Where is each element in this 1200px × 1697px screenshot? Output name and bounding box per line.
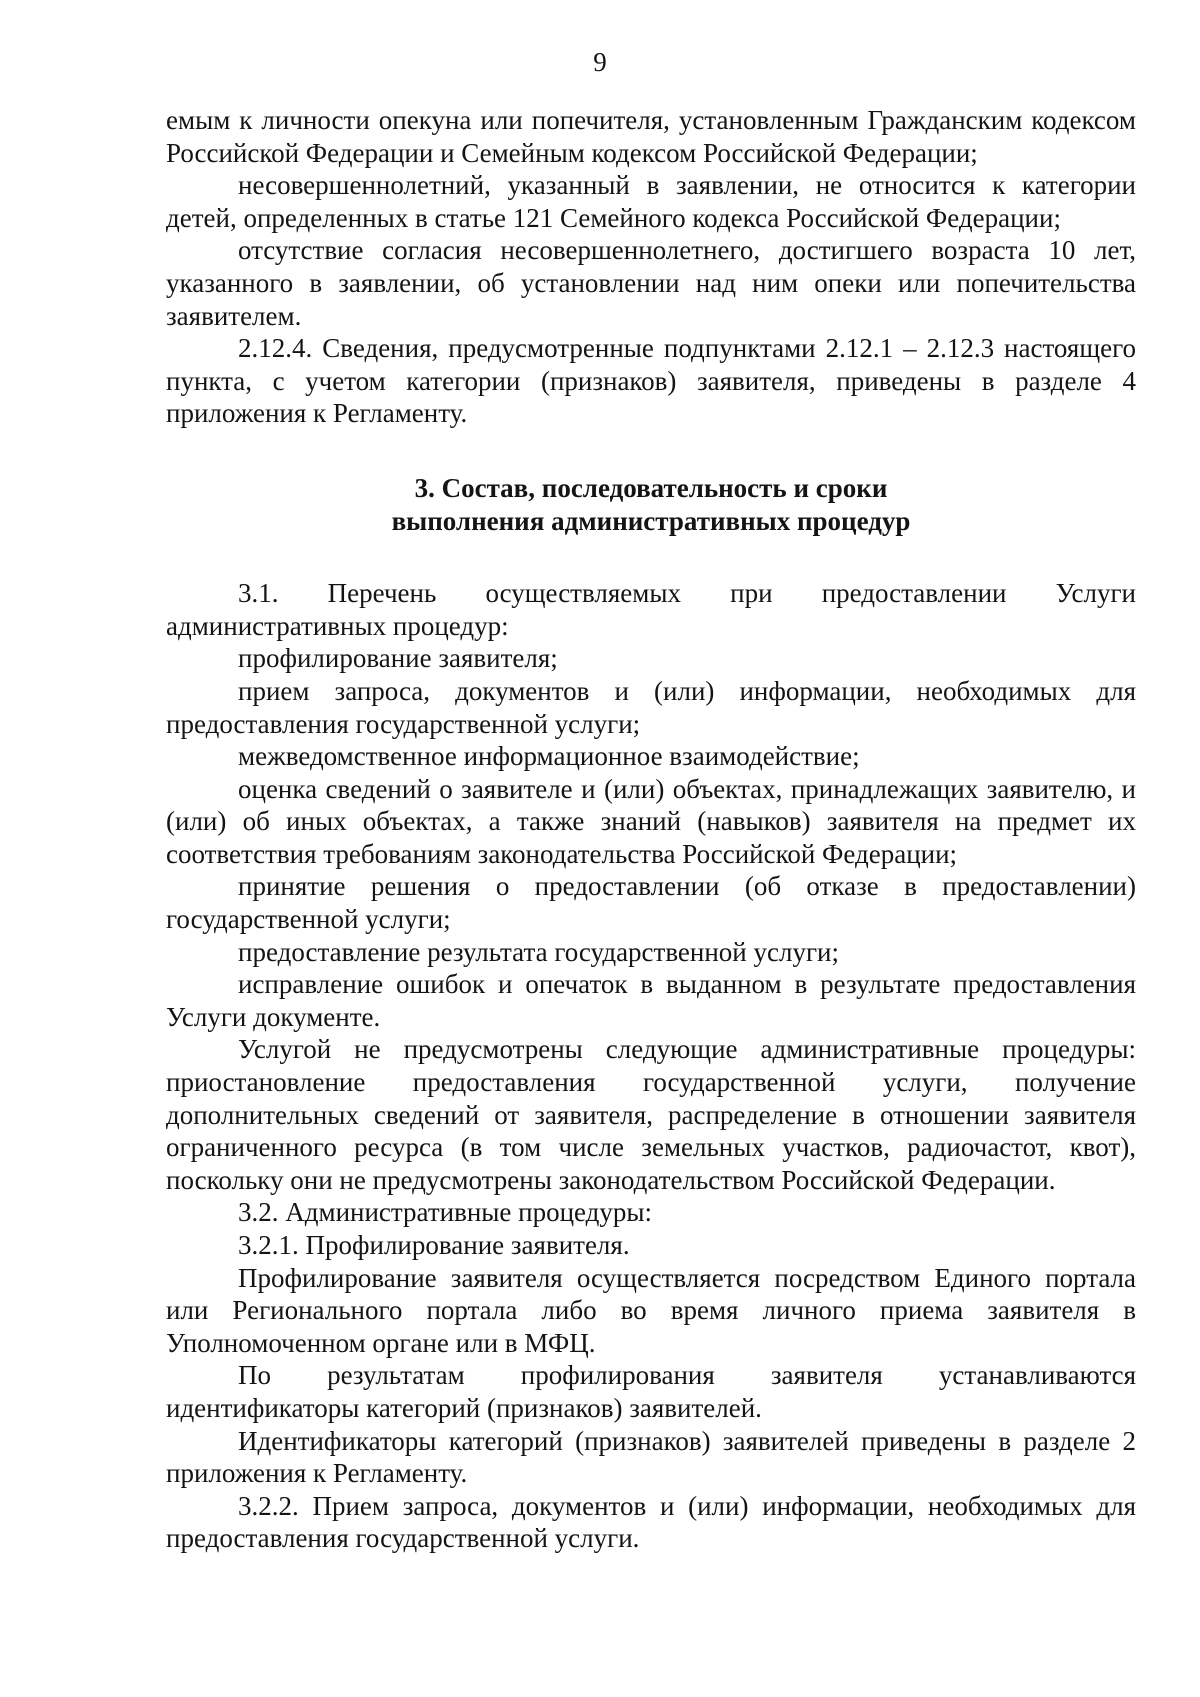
section-heading-line: 3. Состав, последовательность и сроки: [414, 472, 888, 503]
paragraph: 3.1. Перечень осуществляемых при предоставлении Услуги административных процедур:: [166, 578, 1136, 641]
document-body: [166, 104, 1136, 1555]
paragraph: Услугой не предусмотрены следующие административные процедуры: приостановление предоставления государственной услуги, получение дополнительных сведений от заявителя, распределение в отношении заявителя ограниченного ресурса (в том числе земельных участков, радиочастот, квот), поскольку они не предусмотрены законодательством Российской Федерации.: [166, 1034, 1136, 1195]
paragraph: По результатам профилирования заявителя устанавливаются идентификаторы категорий (признаков) заявителей.: [166, 1360, 1136, 1423]
paragraph: несовершеннолетний, указанный в заявлении, не относится к категории детей, определенных в статье 121 Семейного кодекса Российской Федерации;: [166, 170, 1136, 233]
paragraph: Профилирование заявителя осуществляется посредством Единого портала или Регионального портала либо во время личного приема заявителя в Уполномоченном органе или в МФЦ.: [166, 1262, 1136, 1358]
paragraph: 2.12.4. Сведения, предусмотренные подпунктами 2.12.1 – 2.12.3 настоящего пункта, с учетом категории (признаков) заявителя, приведены в разделе 4 приложения к Регламенту.: [166, 333, 1136, 429]
paragraph: Идентификаторы категорий (признаков) заявителей приведены в разделе 2 приложения к Регламенту.: [166, 1425, 1136, 1489]
list-item: межведомственное информационное взаимодействие;: [238, 741, 860, 772]
list-item: предоставление результата государственной услуги;: [238, 936, 839, 967]
paragraph: отсутствие согласия несовершеннолетнего, достигшего возраста 10 лет, указанного в заявлении, об установлении над ним опеки или попечительства заявителем.: [166, 235, 1136, 331]
paragraph: 3.2.1. Профилирование заявителя.: [238, 1230, 630, 1260]
list-item: профилирование заявителя;: [238, 643, 558, 674]
paragraph-continuation: емым к личности опекуна или попечителя, установленным Гражданским кодексом Российской Федерации и Семейным кодексом Российской Федерации;: [166, 105, 1136, 168]
list-item: принятие решения о предоставлении (об отказе в предоставлении) государственной услуги;: [166, 871, 1136, 935]
paragraph: 3.2.2. Прием запроса, документов и (или) информации, необходимых для предоставления государственной услуги.: [166, 1490, 1136, 1554]
page-number: 9: [593, 47, 607, 77]
list-item: оценка сведений о заявителе и (или) объектах, принадлежащих заявителю, и (или) об иных объектах, а также знаний (навыков) заявителя на предмет их соответствия требованиям законодательства Российской Федерации;: [166, 773, 1136, 869]
list-item: прием запроса, документов и (или) информации, необходимых для предоставления государственной услуги;: [166, 675, 1136, 739]
section-heading: [166, 472, 1136, 537]
section-heading-line: выполнения административных процедур: [391, 505, 911, 536]
list-item: исправление ошибок и опечаток в выданном в результате предоставления Услуги документе.: [166, 969, 1136, 1032]
paragraph: 3.2. Административные процедуры:: [238, 1197, 653, 1228]
